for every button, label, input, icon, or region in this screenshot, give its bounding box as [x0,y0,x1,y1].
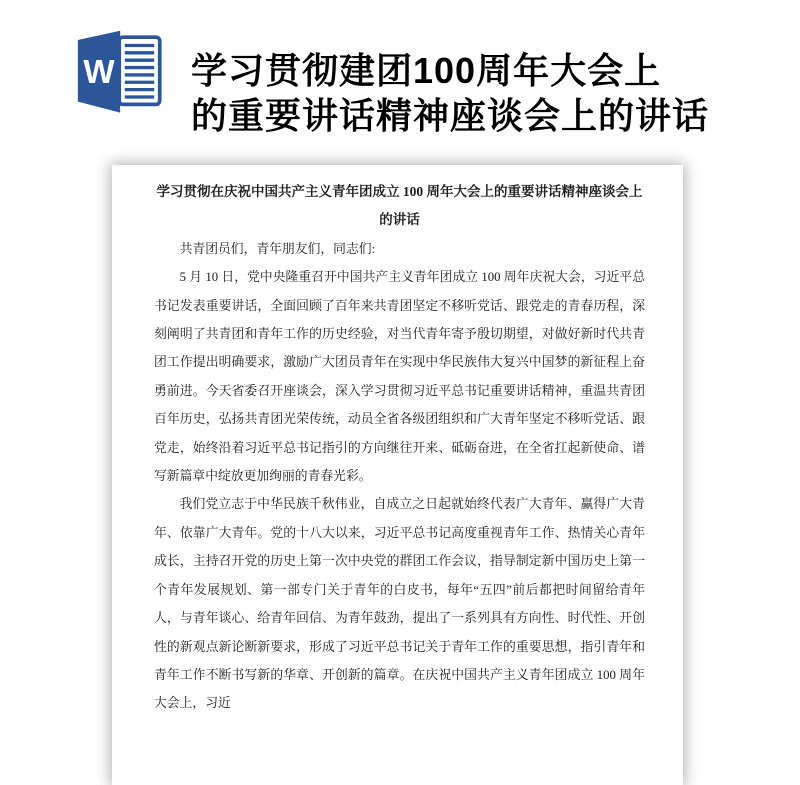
page-title-line2: 的重要讲话精神座谈会上的讲话 [191,95,710,137]
page-title-line1: 学习贯彻建团100周年大会上 [191,50,662,92]
word-icon [76,27,168,121]
page-title [191,48,791,138]
document-page [112,165,683,785]
svg-text:W: W [83,54,115,92]
doc-paragraph: 共青团员们，青年朋友们，同志们: [179,241,376,256]
doc-paragraph: 5 月 10 日，党中央隆重召开中国共产主义青年团成立 100 周年庆祝大会，习近平总书记发表重要讲话，全面回顾了百年来共青团坚定不移听党话、跟党走的青春历程，深刻阐明了共青团和青年工作的历史经验，对当代青年寄予殷切期望，对做好新时代共青团工作提出明确要求，激励广大团员青年在实现中华民族伟大复兴中国梦的新征程上奋勇前进。今天省委召开座谈会，深入学习贯彻习近平总书记重要讲话精神，重温共青团百年历史，弘扬共青团光荣传统，动员全省各级团组织和广大青年坚定不移听党话、跟党走，始终沿着习近平总书记指引的方向继往开来、砥砺奋进，在全省扛起新使命、谱写新篇章中绽放更加绚丽的青春光彩。 [154,270,645,484]
page-header [0,0,800,140]
document-title: 学习贯彻在庆祝中国共产主义青年团成立 100 周年大会上的重要讲话精神座谈会上的讲话 [156,184,643,228]
doc-paragraph: 我们党立志于中华民族千秋伟业，自成立之日起就始终代表广大青年、赢得广大青年、依靠广大青年。党的十八大以来，习近平总书记高度重视青年工作、热情关心青年成长，主持召开党的历史上第一次中央党的群团工作会议，指导制定新中国历史上第一个青年发展规划、第一部专门关于青年的白皮书，每年“五四”前后都把时间留给青年人，与青年谈心、给青年回信、为青年鼓劲，提出了一系列具有方向性、时代性、开创性的新观点新论断新要求，形成了习近平总书记关于青年工作的重要思想，指引青年和青年工作不断书写新的华章、开创新的篇章。在庆祝中国共产主义青年团成立 100 周年大会上，习近 [154,497,645,711]
document-body [154,235,645,718]
word-icon-graphic [76,27,168,121]
